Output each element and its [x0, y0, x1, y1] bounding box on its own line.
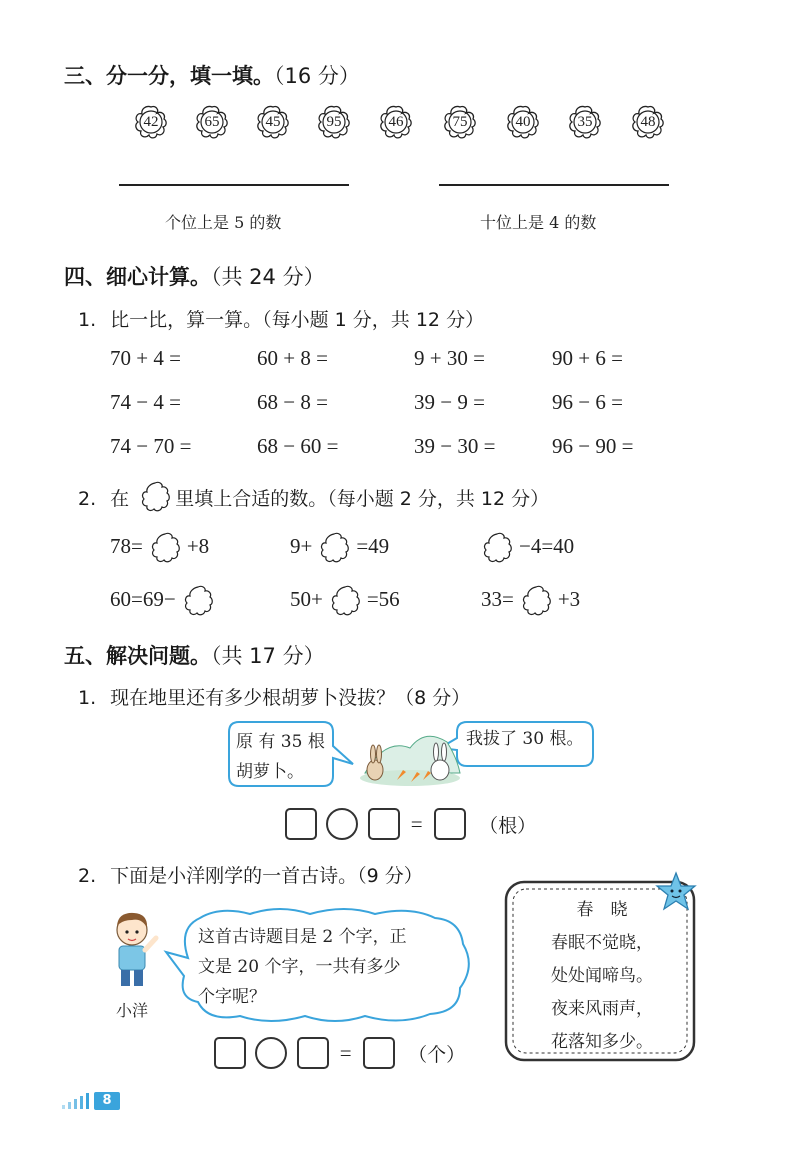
section4-points: （共 24 分）	[211, 265, 325, 289]
bubble-left-text	[236, 727, 325, 787]
calc-1-3[interactable]: 96 − 6 =	[552, 390, 623, 414]
fill-eq-1	[110, 531, 209, 565]
character-name: 小洋	[116, 1001, 149, 1020]
calc-2-2[interactable]: 39 − 30 =	[414, 434, 496, 458]
fill-cloud-1[interactable]	[149, 531, 181, 565]
fill-eq-6-left: 33=	[481, 586, 514, 611]
fill-eq-2	[290, 531, 389, 565]
q5-2-number: 2.	[78, 865, 97, 887]
flower-number-text: 46	[388, 114, 404, 130]
answer-box-result[interactable]	[363, 1037, 395, 1069]
fill-eq-5-left: 50+	[290, 586, 323, 611]
operator-circle[interactable]	[255, 1037, 287, 1069]
fill-cloud-5[interactable]	[329, 584, 361, 618]
flower-number-2[interactable]	[194, 104, 230, 140]
operator-circle[interactable]	[326, 808, 358, 840]
fill-eq-1-right: +8	[186, 533, 210, 558]
caption-tens-4: 十位上是 4 的数	[480, 213, 597, 232]
flower-number-3[interactable]	[255, 104, 291, 140]
calc-1-1[interactable]: 68 − 8 =	[257, 390, 328, 414]
flower-number-text: 45	[265, 114, 281, 130]
caption-ones-5: 个位上是 5 的数	[165, 213, 282, 232]
calc-2-0[interactable]: 74 − 70 =	[110, 434, 192, 458]
boy-character-illustration	[104, 908, 164, 990]
flower-number-text: 95	[326, 114, 342, 130]
fill-eq-4	[110, 584, 220, 618]
flower-number-4[interactable]	[316, 104, 352, 140]
unit-label: （根）	[479, 814, 537, 837]
q5-1-number: 1.	[78, 687, 97, 709]
answer-box-1[interactable]	[285, 808, 317, 840]
calc-0-3[interactable]: 90 + 6 =	[552, 346, 623, 370]
answer-box-1[interactable]	[214, 1037, 246, 1069]
section4-title	[64, 261, 325, 291]
q5-1-text: 现在地里还有多少根胡萝卜没拔？（8 分）	[110, 687, 471, 709]
fill-eq-5	[290, 584, 400, 618]
poem-line: 处处闻啼鸟。	[551, 966, 653, 986]
poem-title: 春 晓	[576, 900, 628, 920]
q5-2-prompt	[78, 861, 423, 888]
flower-number-5[interactable]	[378, 104, 414, 140]
fill-eq-2-right: =49	[356, 533, 390, 558]
poem-text	[508, 894, 696, 1059]
answer-line-tens-4[interactable]	[439, 184, 669, 186]
calc-1-2[interactable]: 39 − 9 =	[414, 390, 485, 414]
flower-number-1[interactable]	[133, 104, 169, 140]
fill-eq-2-left: 9+	[290, 533, 313, 558]
speech-line3: 个字呢？	[198, 987, 266, 1007]
fill-cloud-4[interactable]	[182, 584, 214, 618]
fill-eq-6-right: +3	[557, 586, 581, 611]
fill-eq-6	[481, 584, 580, 618]
thought-bubble-text	[198, 922, 407, 1012]
bubble-right-text: 我拔了 30 根。	[466, 729, 584, 749]
fill-cloud-3[interactable]	[481, 531, 513, 565]
q4-2-prompt	[78, 484, 549, 514]
answer-row-characters	[214, 1037, 465, 1069]
section3-title-text: 三、分一分，填一填。	[64, 64, 274, 88]
poem-line: 花落知多少。	[551, 1032, 653, 1052]
unit-label: （个）	[408, 1043, 466, 1066]
equals-sign: =	[410, 811, 423, 836]
calc-0-1[interactable]: 60 + 8 =	[257, 346, 328, 370]
flower-number-text: 42	[143, 114, 159, 130]
fill-eq-3-right: −4=40	[519, 533, 575, 558]
fill-eq-3	[481, 531, 574, 565]
answer-row-carrots	[285, 808, 536, 840]
section5-title	[64, 640, 325, 670]
cloud-icon	[139, 480, 171, 514]
speech-line1: 这首古诗题目是 2 个字，正	[198, 927, 407, 947]
flower-number-text: 48	[640, 114, 656, 130]
calc-0-2[interactable]: 9 + 30 =	[414, 346, 485, 370]
fill-eq-5-right: =56	[366, 586, 400, 611]
equals-sign: =	[339, 1040, 352, 1065]
q4-2-text-after: 里填上合适的数。（每小题 2 分，共 12 分）	[175, 488, 550, 510]
fill-eq-1-left: 78=	[110, 533, 143, 558]
section5-points: （共 17 分）	[211, 644, 325, 668]
calc-1-0[interactable]: 74 − 4 =	[110, 390, 181, 414]
fill-eq-4-left: 60=69−	[110, 586, 176, 611]
poem-line: 春眠不觉晓，	[551, 933, 653, 953]
section3-title	[64, 60, 360, 90]
page-number: 8	[94, 1092, 120, 1110]
fill-cloud-6[interactable]	[520, 584, 552, 618]
q5-1-prompt	[78, 683, 470, 710]
section3-points: （16 分）	[274, 64, 360, 88]
answer-box-result[interactable]	[434, 808, 466, 840]
section5-title-text: 五、解决问题。	[64, 644, 211, 668]
section4-title-text: 四、细心计算。	[64, 265, 211, 289]
poem-line: 夜来风雨声，	[551, 999, 653, 1019]
bubble-left-line1: 原 有 35 根	[236, 732, 325, 752]
flower-number-text: 75	[452, 114, 468, 130]
answer-line-ones-5[interactable]	[119, 184, 349, 186]
bubble-left-line2: 胡萝卜。	[236, 762, 304, 782]
q4-2-text-before: 在	[110, 488, 130, 510]
calc-2-3[interactable]: 96 − 90 =	[552, 434, 634, 458]
q4-1-number: 1.	[78, 309, 97, 331]
flower-number-7[interactable]	[505, 104, 541, 140]
answer-box-2[interactable]	[297, 1037, 329, 1069]
flower-number-text: 40	[515, 114, 531, 130]
flower-number-9[interactable]	[630, 104, 666, 140]
flower-number-text: 35	[577, 114, 593, 130]
calc-0-0[interactable]: 70 + 4 =	[110, 346, 181, 370]
fill-cloud-2[interactable]	[318, 531, 350, 565]
q4-2-number: 2.	[78, 488, 97, 510]
flower-number-6[interactable]	[442, 104, 478, 140]
flower-number-text: 65	[204, 114, 220, 130]
speech-line2: 文是 20 个字，一共有多少	[198, 957, 401, 977]
q4-1-prompt	[78, 305, 484, 332]
answer-box-2[interactable]	[368, 808, 400, 840]
flower-number-8[interactable]	[567, 104, 603, 140]
calc-2-1[interactable]: 68 − 60 =	[257, 434, 339, 458]
q4-1-text: 比一比，算一算。（每小题 1 分，共 12 分）	[110, 309, 485, 331]
q5-2-text: 下面是小洋刚学的一首古诗。（9 分）	[110, 865, 423, 887]
